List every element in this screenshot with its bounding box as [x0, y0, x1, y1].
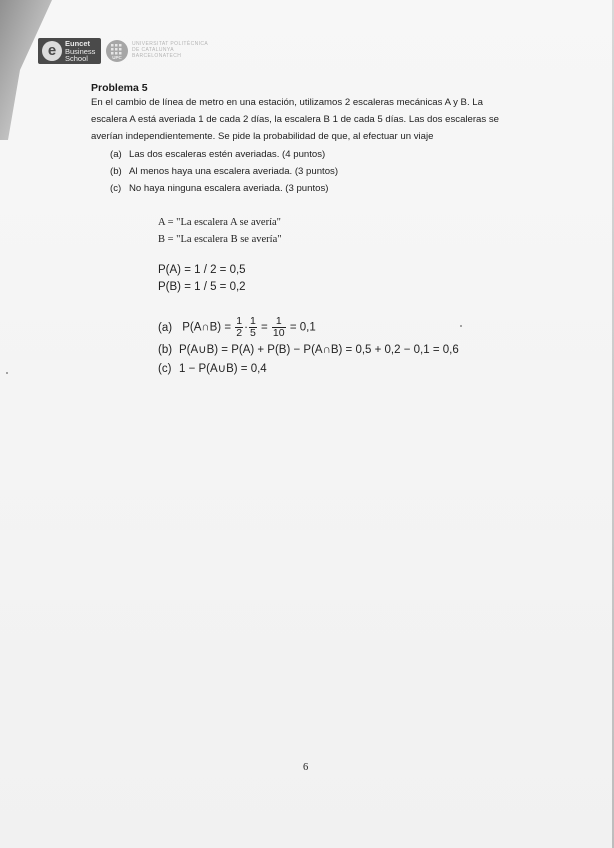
question-item: (c) No haya ninguna escalera averiada. (3 puntos)	[110, 183, 329, 194]
fraction: $\frac{1}{10}$	[272, 315, 285, 339]
probability-b: P(B) = 1 / 5 = 0,2	[158, 281, 246, 293]
fraction: $\frac{1}{2}$	[236, 315, 243, 339]
event-b: B = "La escalera B se avería"	[158, 234, 282, 245]
event-a: A = "La escalera A se avería"	[158, 217, 281, 228]
fraction: $\frac{1}{5}$	[249, 315, 256, 339]
event-definitions	[158, 214, 282, 248]
question-item: (a) Las dos escaleras estén averiadas. (4 puntos)	[110, 149, 326, 160]
scan-speck	[460, 325, 462, 327]
problem-title: Problema 5	[91, 82, 148, 94]
page-number: 6	[303, 762, 309, 773]
question-list	[110, 146, 338, 197]
probability-a: P(A) = 1 / 2 = 0,5	[158, 264, 246, 276]
question-item: (b) Al menos haya una escalera averiada. (3 puntos)	[110, 166, 339, 177]
upc-logo-icon: UPC	[106, 40, 128, 62]
euncet-logo-text: Euncet Business School	[65, 39, 96, 63]
given-probabilities	[158, 262, 246, 296]
euncet-logo	[38, 38, 101, 64]
upc-logo-text: UNIVERSITAT POLITÈCNICA DE CATALUNYA BARCELONATECH	[132, 41, 209, 59]
scan-speck	[6, 372, 8, 374]
page-fold-shadow	[0, 0, 70, 140]
euncet-logo-icon: e	[42, 41, 62, 61]
problem-statement: En el cambio de línea de metro en una estación, utilizamos 2 escaleras mecánicas A y B. La escalera A está averiada 1 de cada 2 días, la escalera B 1 de cada 5 días. Las dos escaleras se averían independientemente. Se pide la probabilidad de que, al efectuar un viaje	[91, 97, 499, 142]
answer-c: (c) 1 − P(A∪B) = 0,4	[158, 363, 267, 375]
answer-b: (b) P(A∪B) = P(A) + P(B) − P(A∩B) = 0,5 + 0,2 − 0,1 = 0,6	[158, 344, 459, 356]
answer-a: (a) P(A∩B) = $\frac{1}{2}$ · $\frac{1}{5}$ = $\frac{1}{10}$ = 0,1	[158, 315, 316, 339]
